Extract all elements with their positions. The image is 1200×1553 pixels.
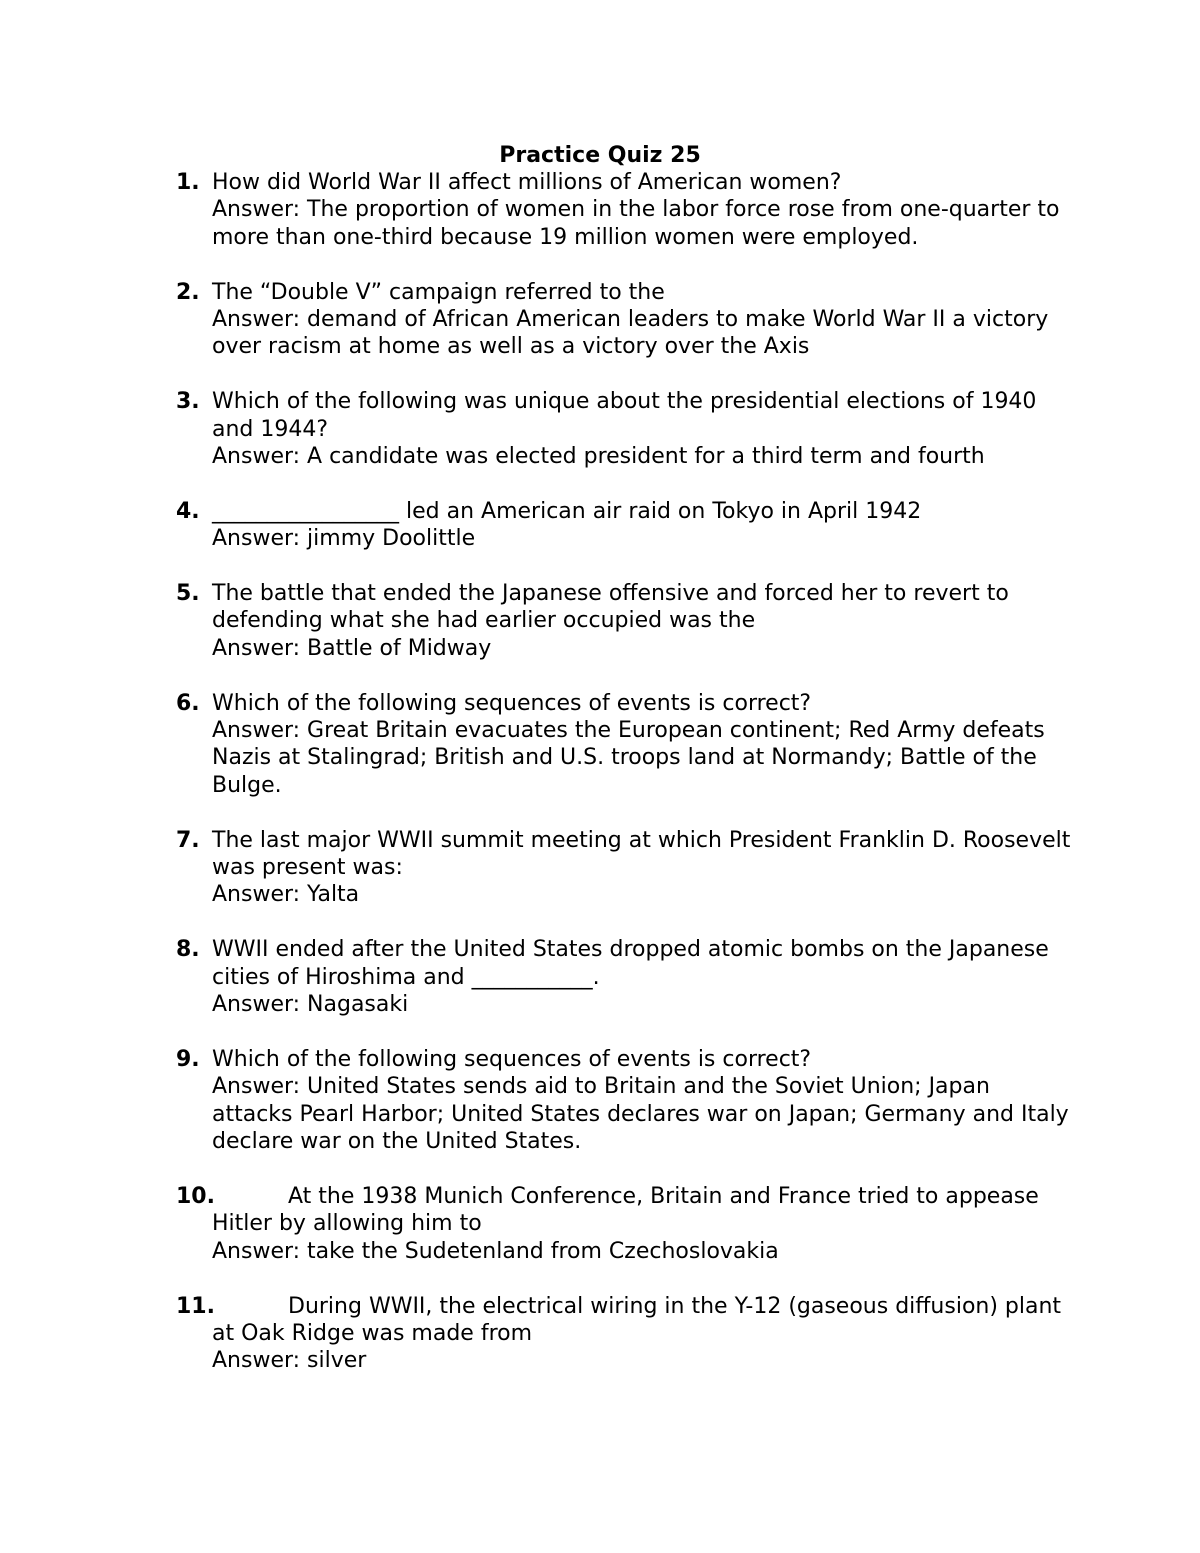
question-number: 2. bbox=[176, 279, 200, 305]
question-1 bbox=[176, 169, 1076, 251]
question-answer: Answer: take the Sudetenland from Czechoslovakia bbox=[212, 1238, 779, 1264]
question-number: 4. bbox=[176, 498, 200, 524]
question-number: 7. bbox=[176, 827, 200, 853]
question-number: 11. bbox=[176, 1293, 215, 1319]
question-number: 9. bbox=[176, 1046, 200, 1072]
question-answer: Answer: Nagasaki bbox=[212, 992, 409, 1018]
question-number: 10. bbox=[176, 1183, 215, 1209]
question-text: During WWII, the electrical wiring in the Y-12 (gaseous diffusion) plant at Oak Ridge was made from bbox=[212, 1293, 1062, 1346]
question-6 bbox=[176, 690, 1076, 800]
question-answer: Answer: The proportion of women in the labor force rose from one-quarter to more than one-third because 19 million women were employed. bbox=[212, 197, 1060, 250]
question-text: Which of the following sequences of events is correct? bbox=[212, 1046, 812, 1072]
question-text: The battle that ended the Japanese offensive and forced her to revert to defending what she had earlier occupied was the bbox=[212, 581, 1009, 634]
question-text: At the 1938 Munich Conference, Britain and France tried to appease Hitler by allowing him to bbox=[212, 1183, 1039, 1237]
question-answer: Answer: United States sends aid to Britain and the Soviet Union; Japan attacks Pearl Harbor; United States declares war on Japan; Germany and Italy declare war on the United States. bbox=[212, 1074, 1069, 1155]
question-number: 6. bbox=[176, 690, 200, 716]
question-text: WWII ended after the United States dropped atomic bombs on the Japanese cities of Hiroshima and ___________. bbox=[212, 937, 1049, 990]
question-answer: Answer: Great Britain evacuates the European continent; Red Army defeats Nazis at Stalingrad; British and U.S. troops land at Normandy; Battle of the Bulge. bbox=[212, 718, 1045, 798]
question-2 bbox=[176, 279, 1076, 361]
question-text: _________________ led an American air raid on Tokyo in April 1942 bbox=[212, 498, 922, 524]
question-number: 3. bbox=[176, 389, 200, 415]
question-answer: Answer: Battle of Midway bbox=[212, 635, 492, 661]
question-11 bbox=[176, 1293, 1076, 1375]
question-text: Which of the following was unique about the presidential elections of 1940 and 1944? bbox=[212, 389, 1037, 442]
question-7 bbox=[176, 827, 1076, 909]
question-text: The last major WWII summit meeting at which President Franklin D. Roosevelt was present was: bbox=[212, 827, 1071, 881]
question-5 bbox=[176, 580, 1076, 662]
question-4 bbox=[176, 498, 1076, 553]
question-text: The “Double V” campaign referred to the bbox=[212, 279, 665, 305]
question-answer: Answer: A candidate was elected president for a third term and fourth bbox=[212, 444, 985, 470]
question-answer: Answer: silver bbox=[212, 1348, 367, 1374]
question-number: 5. bbox=[176, 581, 200, 607]
question-answer: Answer: Yalta bbox=[212, 882, 360, 908]
question-8 bbox=[176, 936, 1076, 1018]
question-answer: Answer: demand of African American leaders to make World War II a victory over racism at home as well as a victory over the Axis bbox=[212, 307, 1049, 360]
question-answer: Answer: jimmy Doolittle bbox=[212, 526, 476, 552]
question-text: Which of the following sequences of events is correct? bbox=[212, 690, 812, 716]
question-list bbox=[176, 169, 1076, 1402]
question-9 bbox=[176, 1046, 1076, 1156]
question-3 bbox=[176, 388, 1076, 470]
question-number: 8. bbox=[176, 937, 200, 963]
page-title: Practice Quiz 25 bbox=[499, 143, 701, 168]
question-number: 1. bbox=[176, 170, 200, 195]
question-text: How did World War II affect millions of American women? bbox=[212, 170, 842, 195]
question-10 bbox=[176, 1183, 1076, 1265]
